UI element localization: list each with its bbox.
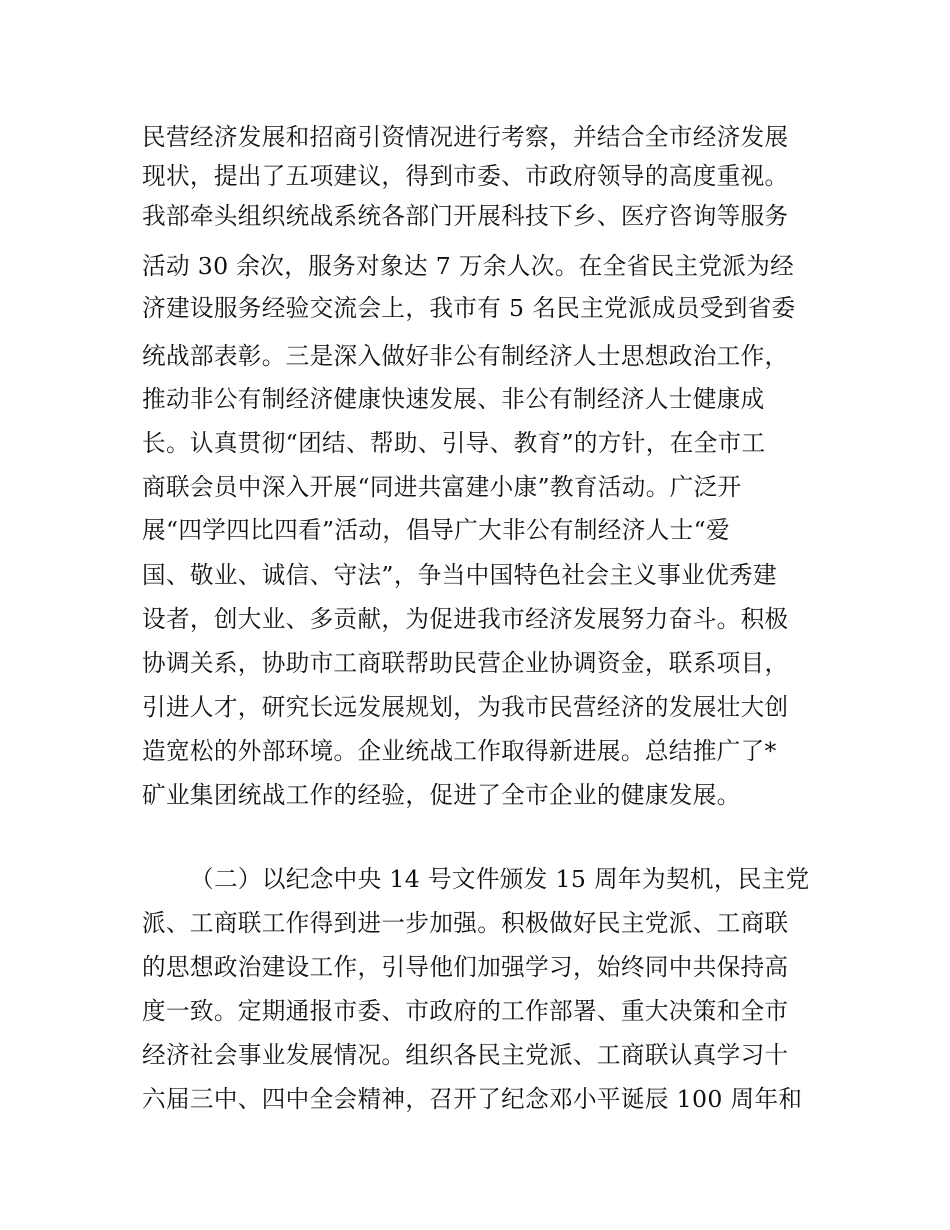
text-line: 民营经济发展和招商引资情况进行考察，并结合全市经济发展 bbox=[142, 123, 789, 151]
text-line: 商联会员中深入开展“同进共富建小康”教育活动。广泛开 bbox=[142, 473, 742, 501]
text-line: 六届三中、四中全会精神，召开了纪念邓小平诞辰 100 周年和 bbox=[142, 1085, 803, 1113]
text-line: 矿业集团统战工作的经验，促进了全市企业的健康发展。 bbox=[142, 781, 741, 809]
text-line: 长。认真贯彻“团结、帮助、引导、教育”的方针，在全市工 bbox=[142, 429, 766, 457]
text-line: 派、工商联工作得到进一步加强。积极做好民主党派、工商联 bbox=[142, 909, 789, 937]
text-line: （二）以纪念中央 14 号文件颁发 15 周年为契机，民主党 bbox=[190, 865, 810, 893]
text-line: 活动 30 余次，服务对象达 7 万余人次。在全省民主党派为经 bbox=[142, 252, 795, 280]
text-line: 现状，提出了五项建议，得到市委、市政府领导的高度重视。 bbox=[142, 162, 789, 190]
text-line: 设者，创大业、多贡献，为促进我市经济发展努力奋斗。积极 bbox=[142, 605, 789, 633]
text-line: 济建设服务经验交流会上，我市有 5 名民主党派成员受到省委 bbox=[142, 294, 796, 322]
text-line: 的思想政治建设工作，引导他们加强学习，始终同中共保持高 bbox=[142, 953, 789, 981]
text-line: 统战部表彰。三是深入做好非公有制经济人士思想政治工作， bbox=[142, 342, 789, 370]
text-line: 经济社会事业发展情况。组织各民主党派、工商联认真学习十 bbox=[142, 1041, 789, 1069]
text-line: 展“四学四比四看”活动，倡导广大非公有制经济人士“爱 bbox=[142, 516, 730, 544]
text-line: 我部牵头组织统战系统各部门开展科技下乡、医疗咨询等服务 bbox=[142, 202, 789, 230]
text-line: 国、敬业、诚信、守法”，争当中国特色社会主义事业优秀建 bbox=[142, 561, 777, 589]
text-line: 推动非公有制经济健康快速发展、非公有制经济人士健康成 bbox=[142, 385, 765, 413]
text-line: 协调关系，协助市工商联帮助民营企业协调资金，联系项目， bbox=[142, 649, 789, 677]
text-line: 度一致。定期通报市委、市政府的工作部署、重大决策和全市 bbox=[142, 997, 789, 1025]
text-line: 造宽松的外部环境。企业统战工作取得新进展。总结推广了* bbox=[142, 737, 777, 765]
text-line: 引进人才，研究长远发展规划，为我市民营经济的发展壮大创 bbox=[142, 693, 789, 721]
